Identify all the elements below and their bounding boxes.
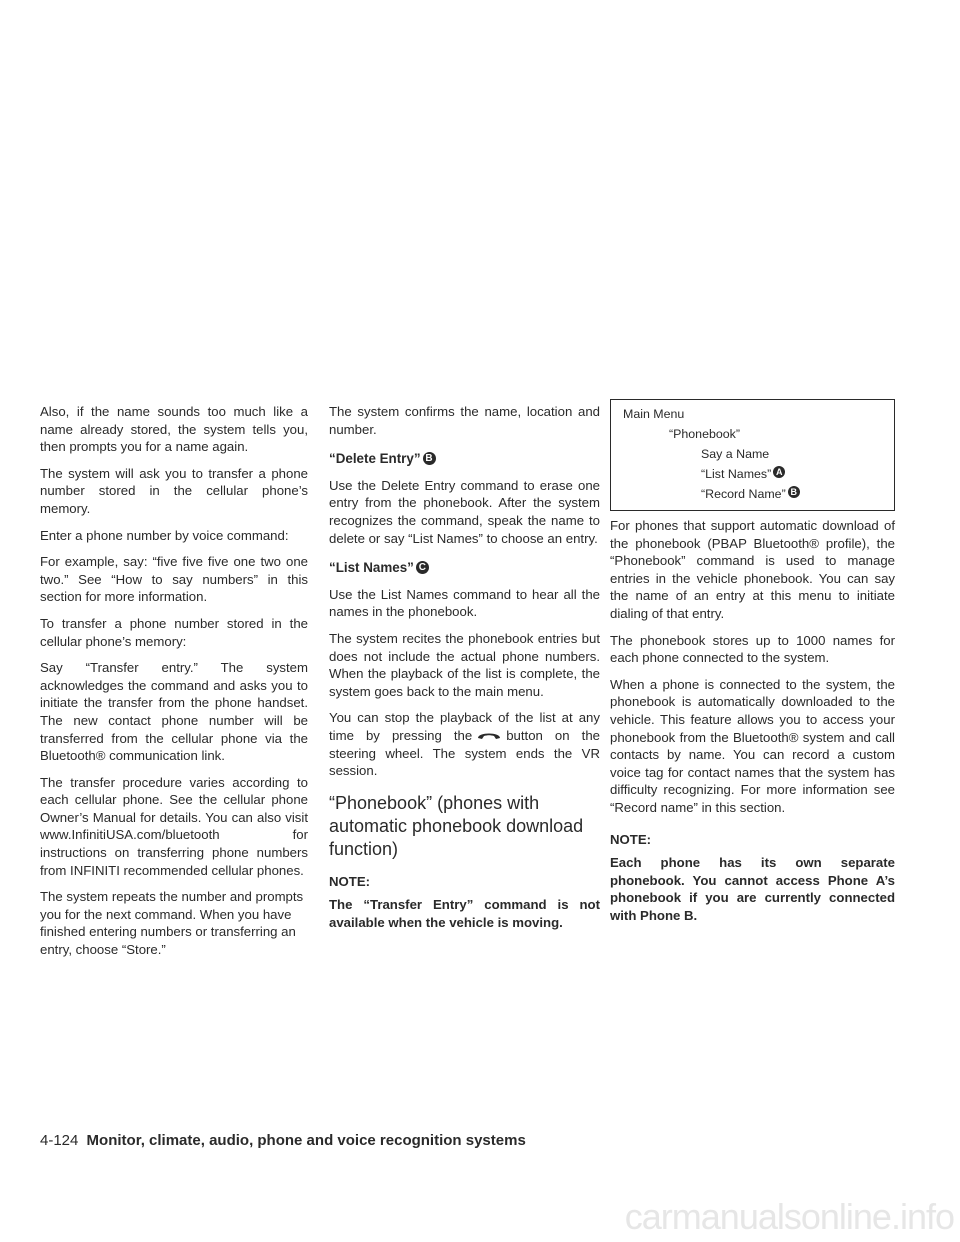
- paragraph: The system recites the phonebook entries but does not include the actual phone numbers. When the playback of the list is complete, the system goes back to the main menu.: [329, 630, 600, 699]
- paragraph: The system confirms the name, location and number.: [329, 404, 600, 437]
- paragraph: Enter a phone number by voice command:: [40, 527, 289, 543]
- menu-root: Main Menu: [623, 407, 685, 421]
- note-heading: NOTE:: [329, 873, 371, 889]
- watermark: carmanualsonline.info: [624, 1196, 954, 1237]
- menu-item-label: “Record Name”: [701, 487, 786, 501]
- paragraph-with-icon: [329, 709, 600, 779]
- page-number: 4-124: [40, 1132, 79, 1149]
- delete-entry-heading: [329, 450, 600, 468]
- menu-item: [623, 444, 894, 464]
- note-heading: NOTE:: [610, 831, 652, 847]
- paragraph: When a phone is connected to the system, the phonebook is automatically downloaded to the vehicle. This feature allows you to access your phonebook from the Bluetooth® system and call contacts by name. You can record a custom voice tag for contact names that the system has difficulty recognizing. For more information see “Record name” in this section.: [610, 676, 895, 815]
- paragraph: Use the List Names command to hear all the names in the phonebook.: [329, 586, 600, 620]
- menu-level1: “Phonebook”: [669, 427, 740, 441]
- paragraph: The phonebook stores up to 1000 names for each phone connected to the system.: [610, 632, 895, 666]
- paragraph: For example, say: “five five five one two one two.” See “How to say numbers” in this section for more information.: [40, 554, 308, 605]
- paragraph: Also, if the name sounds too much like a name already stored, the system tells you, then prompts you for a name again.: [40, 404, 308, 455]
- list-names-heading-text: “List Names”: [329, 560, 414, 576]
- paragraph: Say “Transfer entry.” The system acknowledges the command and asks you to initiate the transfer from the phone handset. The new contact phone number will be transferred from the cellular phone via the Bluetooth® communication link.: [40, 660, 308, 764]
- paragraph: The transfer procedure varies according to each cellular phone. See the cellular phone Owner’s Manual for details. You can also visit www.InfinitiUSA.com/bluetooth for instructions on transferring phone numbers from INFINITI recommended cellular phones.: [40, 774, 308, 878]
- paragraph-part: You can stop the playback of the list at any time by pressing the: [329, 710, 600, 743]
- note-body: Each phone has its own separate phonebook. You cannot access Phone A’s phonebook if you are currently connected with Phone B.: [610, 855, 895, 923]
- menu-tree-box: [610, 399, 895, 511]
- menu-item: [623, 484, 894, 504]
- list-names-heading: [329, 559, 600, 577]
- marker-b-icon: B: [423, 452, 436, 465]
- marker-c-icon: C: [416, 561, 429, 574]
- marker-a-icon: A: [773, 466, 785, 478]
- menu-item-label: Say a Name: [701, 447, 770, 461]
- chapter-title: Monitor, climate, audio, phone and voice recognition systems: [86, 1132, 526, 1149]
- menu-item: [623, 464, 894, 484]
- right-column: [610, 403, 895, 933]
- paragraph: Use the Delete Entry command to erase one entry from the phonebook. After the system recognizes the command, speak the name to delete or say “List Names” to choose an entry.: [329, 477, 600, 546]
- note-body: The “Transfer Entry” command is not available when the vehicle is moving.: [329, 897, 600, 930]
- paragraph-part: button on the steering wheel. The system ends the VR session.: [329, 727, 600, 779]
- menu-item-label: “List Names”: [701, 467, 772, 481]
- page-footer: [40, 1132, 526, 1149]
- left-column: [40, 403, 308, 968]
- middle-column: [329, 403, 600, 940]
- paragraph: For phones that support automatic download of the phonebook (PBAP Bluetooth® profile), the “Phonebook” command is used to manage entries in the vehicle phonebook. You can say the name of an entry at this menu to initiate dialing of that entry.: [610, 518, 895, 621]
- phone-hangup-icon: [476, 729, 502, 741]
- delete-entry-heading-text: “Delete Entry”: [329, 451, 421, 467]
- paragraph: The system will ask you to transfer a phone number stored in the cellular phone’s memory.: [40, 465, 308, 516]
- section-heading: “Phonebook” (phones with automatic phonebook download function): [329, 792, 584, 859]
- paragraph: The system repeats the number and prompts you for the next command. When you have finished entering numbers or transferring an entry, choose “Store.”: [40, 889, 304, 958]
- marker-b-icon: B: [788, 486, 800, 498]
- paragraph: To transfer a phone number stored in the cellular phone’s memory:: [40, 615, 308, 649]
